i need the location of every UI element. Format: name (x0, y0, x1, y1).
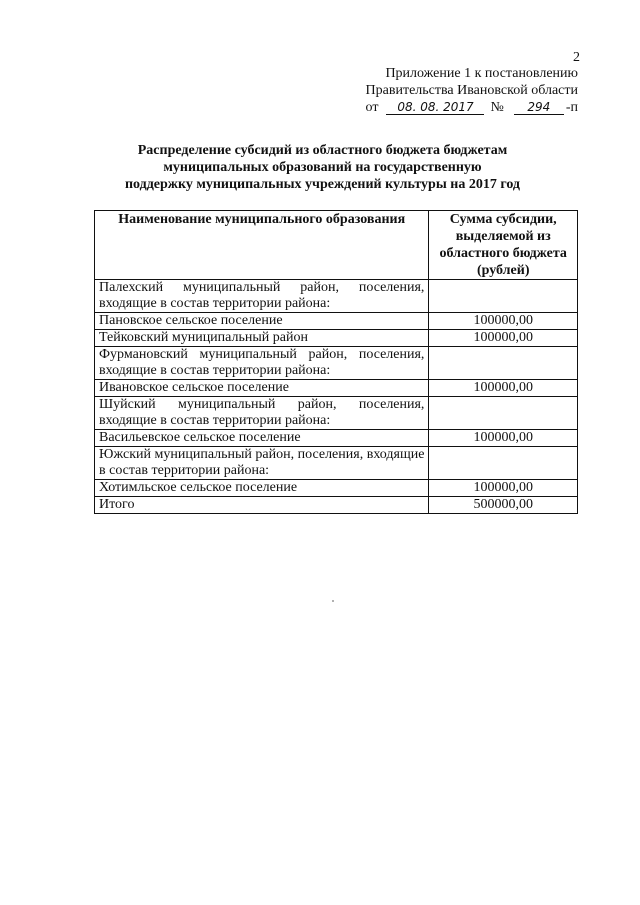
row-name: Васильевское сельское поселение (95, 430, 429, 447)
row-sum (429, 347, 578, 380)
total-sum: 500000,00 (429, 497, 578, 514)
header-name: Наименование муниципального образования (95, 211, 429, 280)
table-row (95, 480, 578, 497)
total-label: Итого (95, 497, 429, 514)
document-title (95, 142, 550, 193)
title-line-3: поддержку муниципальных учреждений культуры на 2017 год (124, 177, 521, 192)
row-name: Хотимльское сельское поселение (95, 480, 429, 497)
row-name: Шуйский муниципальный район, поселения, входящие в состав территории района: (95, 397, 429, 430)
table-row (95, 430, 578, 447)
decree-reference (366, 99, 578, 116)
row-name: Ивановское сельское поселение (95, 380, 429, 397)
table-row (95, 330, 578, 347)
row-name: Пановское сельское поселение (95, 313, 429, 330)
number-label: № (490, 100, 504, 115)
row-sum: 100000,00 (429, 430, 578, 447)
row-name: Южский муниципальный район, поселения, входящие в состав территории района: (95, 447, 429, 480)
appendix-header (366, 65, 578, 116)
page-number: 2 (573, 50, 580, 65)
table-row (95, 380, 578, 397)
row-sum: 100000,00 (429, 330, 578, 347)
row-sum: 100000,00 (429, 380, 578, 397)
title-line-2: муниципальных образований на государственную (163, 160, 482, 175)
table-row (95, 313, 578, 330)
header-sum: Сумма субсидии, выделяемой из областного бюджета (рублей) (429, 211, 578, 280)
appendix-line-1: Приложение 1 к постановлению (385, 66, 578, 81)
row-name: Палехский муниципальный район, поселения, входящие в состав территории района: (95, 280, 429, 313)
from-label: от (365, 100, 379, 115)
scan-speck (332, 600, 334, 602)
row-name: Фурмановский муниципальный район, поселения, входящие в состав территории района: (95, 347, 429, 380)
appendix-line-2: Правительства Ивановской области (365, 83, 578, 98)
handwritten-number: 294 (514, 100, 564, 115)
handwritten-date: 08. 08. 2017 (386, 100, 484, 115)
title-line-1: Распределение субсидий из областного бюджета бюджетам (137, 143, 508, 158)
subsidy-table (94, 210, 578, 514)
row-sum (429, 280, 578, 313)
table-total-row (95, 497, 578, 514)
row-sum (429, 397, 578, 430)
table-header-row (95, 211, 578, 280)
row-sum: 100000,00 (429, 313, 578, 330)
row-name: Тейковский муниципальный район (95, 330, 429, 347)
table-row (95, 447, 578, 480)
table-row (95, 397, 578, 430)
row-sum (429, 447, 578, 480)
number-suffix: -п (565, 100, 578, 115)
row-sum: 100000,00 (429, 480, 578, 497)
table-row (95, 347, 578, 380)
table-row (95, 280, 578, 313)
